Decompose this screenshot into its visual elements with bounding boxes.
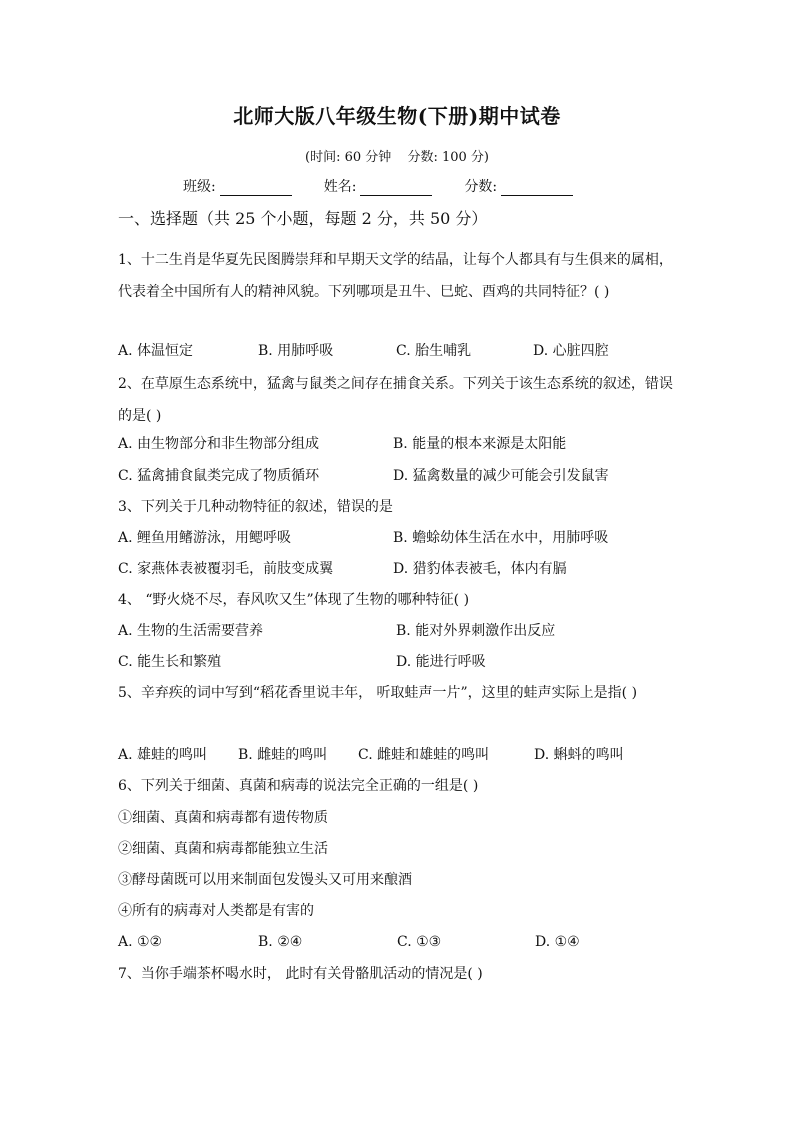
q6-option-c: C. ①③ (397, 934, 442, 950)
q6-statement-1: ①细菌、真菌和病毒都有遗传物质 (118, 810, 328, 826)
q6-statement-3: ③酵母菌既可以用来制面包发馒头又可用来酿酒 (118, 872, 412, 888)
class-label: 班级: (183, 179, 216, 195)
q6-option-d: D. ①④ (535, 934, 580, 950)
q5-option-a: A. 雄蛙的鸣叫 (118, 747, 208, 763)
question-3-stem: 3、下列关于几种动物特征的叙述，错误的是 (118, 499, 393, 515)
q3-option-a: A. 鲤鱼用鳍游泳，用鳃呼吸 (118, 530, 292, 546)
q1-option-b: B. 用肺呼吸 (258, 343, 334, 359)
q5-option-d: D. 蝌蚪的鸣叫 (534, 747, 624, 763)
q5-option-b: B. 雌蛙的鸣叫 (238, 747, 328, 763)
score-label: 分数: (464, 179, 498, 195)
question-6-stem: 6、下列关于细菌、真菌和病毒的说法完全正确的一组是( ) (118, 778, 479, 794)
question-2-stem: 2、在草原生态系统中，猛禽与鼠类之间存在捕食关系。下列关于该生态系统的叙述，错误的是( ) (118, 376, 673, 424)
section-heading: 一、选择题（共 25 个小题，每题 2 分，共 50 分） (118, 209, 488, 228)
q2-option-d: D. 猛禽数量的减少可能会引发鼠害 (393, 468, 609, 484)
q1-option-d: D. 心脏四腔 (533, 343, 609, 359)
q6-statement-4: ④所有的病毒对人类都是有害的 (118, 903, 314, 919)
q6-option-b: B. ②④ (258, 934, 303, 950)
q4-option-d: D. 能进行呼吸 (396, 654, 486, 670)
student-info (183, 176, 605, 196)
q2-option-a: A. 由生物部分和非生物部分组成 (118, 436, 320, 452)
question-7-stem: 7、当你手端茶杯喝水时， 此时有关骨骼肌活动的情况是( ) (118, 966, 483, 982)
question-4-stem: 4、 “野火烧不尽，春风吹又生”体现了生物的哪种特征( ) (118, 592, 470, 608)
question-5-stem: 5、辛弃疾的词中写到“稻花香里说丰年， 听取蛙声一片”，这里的蛙声实际上是指( ) (118, 685, 638, 701)
q1-option-a: A. 体温恒定 (118, 343, 194, 359)
q4-option-a: A. 生物的生活需要营养 (118, 623, 264, 639)
q4-option-b: B. 能对外界刺激作出反应 (396, 623, 556, 639)
name-label: 姓名: (323, 179, 357, 195)
exam-time: (时间: 60 分钟 (305, 150, 392, 165)
page-title: 北师大版八年级生物(下册)期中试卷 (233, 104, 561, 128)
name-field (324, 176, 433, 196)
score-field (464, 176, 573, 196)
q1-option-c: C. 胎生哺乳 (396, 343, 472, 359)
question-1-stem: 1、十二生肖是华夏先民图腾崇拜和早期天文学的结晶，让每个人都具有与生俱来的属相，代表着全中国所有人的精神风貌。下列哪项是丑牛、巳蛇、酉鸡的共同特征？( ) (118, 252, 673, 300)
name-blank (360, 179, 432, 196)
score-blank (501, 179, 573, 196)
class-field (183, 176, 292, 196)
q5-option-c: C. 雌蛙和雄蛙的鸣叫 (358, 747, 490, 763)
class-blank (220, 179, 292, 196)
q3-option-b: B. 蟾蜍幼体生活在水中，用肺呼吸 (393, 530, 609, 546)
q6-option-a: A. ①② (118, 934, 163, 950)
q2-option-b: B. 能量的根本来源是太阳能 (393, 436, 567, 452)
exam-score-total: 分数: 100 分) (407, 150, 489, 165)
q3-option-d: D. 猎豹体表被毛，体内有膈 (393, 561, 567, 577)
q2-option-c: C. 猛禽捕食鼠类完成了物质循环 (118, 468, 320, 484)
exam-meta (0, 146, 794, 165)
q4-option-c: C. 能生长和繁殖 (118, 654, 222, 670)
q3-option-c: C. 家燕体表被覆羽毛，前肢变成翼 (118, 561, 334, 577)
q6-statement-2: ②细菌、真菌和病毒都能独立生活 (118, 841, 328, 857)
